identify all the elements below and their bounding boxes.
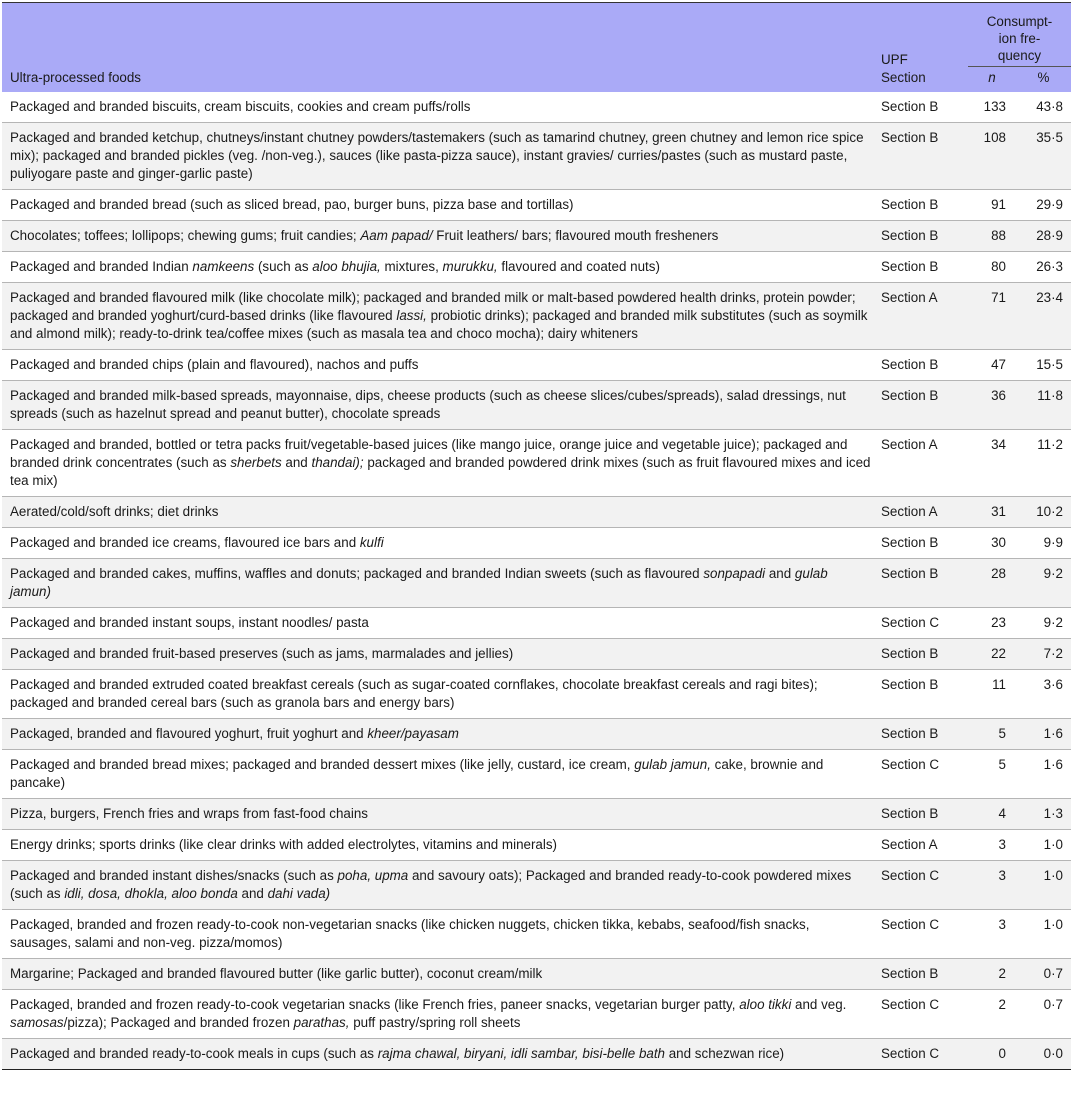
food-text-italic: gulab jamun) bbox=[10, 566, 828, 599]
food-text-italic: namkeens bbox=[192, 259, 255, 274]
food-text: Packaged, branded and frozen ready-to-cook vegetarian snacks (like French fries, paneer snacks, vegetarian burger patty, bbox=[10, 997, 740, 1012]
food-cell bbox=[2, 639, 881, 670]
header-pct: % bbox=[1016, 67, 1071, 93]
food-cell bbox=[2, 528, 881, 559]
n-cell: 133 bbox=[968, 92, 1016, 123]
header-freq-line2: ion fre- bbox=[998, 31, 1041, 46]
food-cell bbox=[2, 670, 881, 719]
section-cell: Section B bbox=[881, 190, 968, 221]
food-cell bbox=[2, 221, 881, 252]
table-row bbox=[2, 123, 1071, 190]
table-row bbox=[2, 283, 1071, 350]
section-cell: Section B bbox=[881, 92, 968, 123]
food-cell bbox=[2, 350, 881, 381]
food-cell bbox=[2, 252, 881, 283]
food-text-italic: rajma chawal, biryani, idli sambar, bisi-belle bath bbox=[377, 1046, 666, 1061]
food-text: probiotic drinks); packaged and branded milk substitutes (such as soymilk and almond milk); ready-to-drink tea/coffee mixes (such as masala tea and choco mocha); dairy whiteners bbox=[10, 308, 868, 341]
pct-cell: 7·2 bbox=[1016, 639, 1071, 670]
n-cell: 80 bbox=[968, 252, 1016, 283]
food-text: Energy drinks; sports drinks (like clear drinks with added electrolytes, vitamins and minerals) bbox=[10, 837, 557, 852]
food-text: Aerated/cold/soft drinks; diet drinks bbox=[10, 504, 219, 519]
pct-cell: 23·4 bbox=[1016, 283, 1071, 350]
section-cell: Section B bbox=[881, 670, 968, 719]
pct-cell: 43·8 bbox=[1016, 92, 1071, 123]
food-text: Packaged, branded and flavoured yoghurt, fruit yoghurt and bbox=[10, 726, 368, 741]
section-cell: Section A bbox=[881, 497, 968, 528]
section-cell: Section B bbox=[881, 528, 968, 559]
food-text-italic: kheer/payasam bbox=[367, 726, 459, 741]
food-cell bbox=[2, 608, 881, 639]
header-freq-line1: Consumpt- bbox=[986, 14, 1053, 29]
table-row bbox=[2, 381, 1071, 430]
section-cell: Section C bbox=[881, 750, 968, 799]
section-cell: Section B bbox=[881, 350, 968, 381]
upf-table bbox=[2, 2, 1071, 1070]
food-cell bbox=[2, 959, 881, 990]
food-text: Chocolates; toffees; lollipops; chewing gums; fruit candies; bbox=[10, 228, 361, 243]
table-row bbox=[2, 1039, 1071, 1070]
table-row bbox=[2, 528, 1071, 559]
pct-cell: 1·3 bbox=[1016, 799, 1071, 830]
pct-cell: 35·5 bbox=[1016, 123, 1071, 190]
food-cell bbox=[2, 430, 881, 497]
n-cell: 3 bbox=[968, 830, 1016, 861]
pct-cell: 26·3 bbox=[1016, 252, 1071, 283]
food-text: cake, brownie and pancake) bbox=[10, 757, 824, 790]
food-cell bbox=[2, 190, 881, 221]
food-text-italic: samosas bbox=[10, 1015, 64, 1030]
food-text: Packaged and branded bread mixes; packaged and branded dessert mixes (like jelly, custard, ice cream, bbox=[10, 757, 635, 772]
pct-cell: 1·0 bbox=[1016, 830, 1071, 861]
table-row bbox=[2, 608, 1071, 639]
food-text: Packaged and branded, bottled or tetra packs fruit/vegetable-based juices (like mango juice, orange juice and vegetable juice); packaged and branded drink concentrates (such as bbox=[10, 437, 848, 470]
table-row bbox=[2, 639, 1071, 670]
section-cell: Section C bbox=[881, 910, 968, 959]
table-row bbox=[2, 719, 1071, 750]
section-cell: Section B bbox=[881, 719, 968, 750]
food-text-italic: Aam papad/ bbox=[360, 228, 433, 243]
food-text: Packaged and branded ready-to-cook meals in cups (such as bbox=[10, 1046, 378, 1061]
food-text: Packaged and branded biscuits, cream biscuits, cookies and cream puffs/rolls bbox=[10, 99, 471, 114]
section-cell: Section C bbox=[881, 861, 968, 910]
header-section-line1: UPF bbox=[881, 52, 908, 67]
n-cell: 3 bbox=[968, 910, 1016, 959]
food-text: Pizza, burgers, French fries and wraps from fast-food chains bbox=[10, 806, 368, 821]
section-cell: Section A bbox=[881, 430, 968, 497]
food-text: Packaged and branded bread (such as sliced bread, pao, burger buns, pizza base and tortillas) bbox=[10, 197, 574, 212]
food-cell bbox=[2, 381, 881, 430]
food-text: Packaged and branded instant dishes/snacks (such as bbox=[10, 868, 338, 883]
n-cell: 88 bbox=[968, 221, 1016, 252]
table-row bbox=[2, 190, 1071, 221]
table-row bbox=[2, 221, 1071, 252]
food-text: puff pastry/spring roll sheets bbox=[349, 1015, 521, 1030]
pct-cell: 29·9 bbox=[1016, 190, 1071, 221]
food-text: Packaged and branded Indian bbox=[10, 259, 193, 274]
table-row bbox=[2, 990, 1071, 1039]
food-text-italic: gulab jamun, bbox=[634, 757, 711, 772]
food-text-italic: aloo bhujia, bbox=[312, 259, 381, 274]
food-cell bbox=[2, 910, 881, 959]
n-cell: 5 bbox=[968, 750, 1016, 799]
pct-cell: 1·6 bbox=[1016, 719, 1071, 750]
food-text: and bbox=[281, 455, 312, 470]
pct-cell: 0·7 bbox=[1016, 990, 1071, 1039]
pct-cell: 11·8 bbox=[1016, 381, 1071, 430]
header-section-line2: Section bbox=[881, 70, 926, 85]
pct-cell: 0·0 bbox=[1016, 1039, 1071, 1070]
food-text: and bbox=[237, 886, 268, 901]
pct-cell: 15·5 bbox=[1016, 350, 1071, 381]
section-cell: Section C bbox=[881, 1039, 968, 1070]
food-cell bbox=[2, 123, 881, 190]
header-section bbox=[881, 3, 968, 93]
header-n: n bbox=[968, 67, 1016, 93]
food-text-italic: murukku, bbox=[442, 259, 498, 274]
food-cell bbox=[2, 990, 881, 1039]
food-text: Packaged and branded milk-based spreads, mayonnaise, dips, cheese products (such as cheese slices/cubes/spreads), salad dressings, nut spreads (such as hazelnut spread and peanut butter), chocolate spreads bbox=[10, 388, 846, 421]
table-row bbox=[2, 350, 1071, 381]
n-cell: 47 bbox=[968, 350, 1016, 381]
n-cell: 30 bbox=[968, 528, 1016, 559]
food-text: /pizza); Packaged and branded frozen bbox=[63, 1015, 294, 1030]
food-text: and bbox=[765, 566, 795, 581]
table-row bbox=[2, 252, 1071, 283]
table-row bbox=[2, 830, 1071, 861]
food-text: Fruit leathers/ bars; flavoured mouth fresheners bbox=[432, 228, 719, 243]
n-cell: 5 bbox=[968, 719, 1016, 750]
n-cell: 36 bbox=[968, 381, 1016, 430]
food-text: Packaged and branded ice creams, flavoured ice bars and bbox=[10, 535, 360, 550]
food-text: Packaged, branded and frozen ready-to-cook non-vegetarian snacks (like chicken nuggets, chicken tikka, kebabs, seafood/fish snacks, sausages, salami and non-veg. pizza/momos) bbox=[10, 917, 810, 950]
pct-cell: 10·2 bbox=[1016, 497, 1071, 528]
food-text-italic: parathas, bbox=[293, 1015, 350, 1030]
table-row bbox=[2, 92, 1071, 123]
food-text: Packaged and branded fruit-based preserves (such as jams, marmalades and jellies) bbox=[10, 646, 514, 661]
pct-cell: 11·2 bbox=[1016, 430, 1071, 497]
n-cell: 22 bbox=[968, 639, 1016, 670]
food-text-italic: aloo tikki bbox=[739, 997, 792, 1012]
food-text-italic: poha, upma bbox=[337, 868, 409, 883]
food-cell bbox=[2, 92, 881, 123]
food-text: Packaged and branded extruded coated breakfast cereals (such as sugar-coated cornflakes, chocolate breakfast cereals and ragi bites); packaged and branded cereal bars (such as granola bars and energy bars) bbox=[10, 677, 818, 710]
food-cell bbox=[2, 750, 881, 799]
food-text: flavoured and coated nuts) bbox=[497, 259, 660, 274]
food-text-italic: lassi, bbox=[396, 308, 427, 323]
n-cell: 31 bbox=[968, 497, 1016, 528]
header-food: Ultra-processed foods bbox=[2, 3, 881, 93]
table-row bbox=[2, 750, 1071, 799]
pct-cell: 1·0 bbox=[1016, 910, 1071, 959]
food-text: mixtures, bbox=[380, 259, 443, 274]
section-cell: Section B bbox=[881, 559, 968, 608]
section-cell: Section B bbox=[881, 123, 968, 190]
n-cell: 34 bbox=[968, 430, 1016, 497]
n-cell: 23 bbox=[968, 608, 1016, 639]
n-cell: 2 bbox=[968, 959, 1016, 990]
pct-cell: 28·9 bbox=[1016, 221, 1071, 252]
food-cell bbox=[2, 497, 881, 528]
food-cell bbox=[2, 719, 881, 750]
food-text: Packaged and branded instant soups, instant noodles/ pasta bbox=[10, 615, 369, 630]
food-text: Packaged and branded chips (plain and flavoured), nachos and puffs bbox=[10, 357, 419, 372]
pct-cell: 1·6 bbox=[1016, 750, 1071, 799]
food-text: and veg. bbox=[791, 997, 847, 1012]
n-cell: 11 bbox=[968, 670, 1016, 719]
table-row bbox=[2, 430, 1071, 497]
n-cell: 71 bbox=[968, 283, 1016, 350]
pct-cell: 3·6 bbox=[1016, 670, 1071, 719]
food-text-italic: sherbets bbox=[230, 455, 282, 470]
food-text: Packaged and branded cakes, muffins, waffles and donuts; packaged and branded Indian sweets (such as flavoured bbox=[10, 566, 704, 581]
header-frequency bbox=[968, 3, 1071, 67]
food-text: and savoury oats); Packaged and branded ready-to-cook powdered mixes (such as bbox=[10, 868, 852, 901]
food-text-italic: sonpapadi bbox=[703, 566, 766, 581]
food-text: Packaged and branded flavoured milk (like chocolate milk); packaged and branded milk or malt-based powdered health drinks, protein powder; packaged and branded yoghurt/curd-based drinks (like flavoured bbox=[10, 290, 856, 323]
n-cell: 4 bbox=[968, 799, 1016, 830]
food-text-italic: idli, dosa, dhokla, aloo bonda bbox=[64, 886, 238, 901]
pct-cell: 9·2 bbox=[1016, 559, 1071, 608]
section-cell: Section A bbox=[881, 283, 968, 350]
food-text-italic: kulfi bbox=[359, 535, 384, 550]
food-cell bbox=[2, 283, 881, 350]
section-cell: Section B bbox=[881, 381, 968, 430]
pct-cell: 1·0 bbox=[1016, 861, 1071, 910]
food-cell bbox=[2, 861, 881, 910]
pct-cell: 9·9 bbox=[1016, 528, 1071, 559]
section-cell: Section B bbox=[881, 959, 968, 990]
section-cell: Section B bbox=[881, 639, 968, 670]
section-cell: Section C bbox=[881, 990, 968, 1039]
table-row bbox=[2, 497, 1071, 528]
food-text: and schezwan rice) bbox=[665, 1046, 785, 1061]
table-row bbox=[2, 959, 1071, 990]
section-cell: Section B bbox=[881, 252, 968, 283]
table-row bbox=[2, 861, 1071, 910]
food-cell bbox=[2, 1039, 881, 1070]
n-cell: 3 bbox=[968, 861, 1016, 910]
food-text-italic: thandai); bbox=[311, 455, 364, 470]
section-cell: Section B bbox=[881, 799, 968, 830]
food-text: packaged and branded powdered drink mixes (such as fruit flavoured mixes and iced tea mix) bbox=[10, 455, 871, 488]
section-cell: Section C bbox=[881, 608, 968, 639]
n-cell: 2 bbox=[968, 990, 1016, 1039]
food-cell bbox=[2, 830, 881, 861]
header-freq-line3: quency bbox=[997, 48, 1042, 63]
n-cell: 91 bbox=[968, 190, 1016, 221]
table-row bbox=[2, 910, 1071, 959]
table-row bbox=[2, 799, 1071, 830]
table-row bbox=[2, 670, 1071, 719]
n-cell: 28 bbox=[968, 559, 1016, 608]
food-text: (such as bbox=[254, 259, 313, 274]
food-text-italic: dahi vada) bbox=[267, 886, 331, 901]
food-cell bbox=[2, 559, 881, 608]
food-text: Margarine; Packaged and branded flavoured butter (like garlic butter), coconut cream/milk bbox=[10, 966, 543, 981]
pct-cell: 9·2 bbox=[1016, 608, 1071, 639]
section-cell: Section B bbox=[881, 221, 968, 252]
table-row bbox=[2, 559, 1071, 608]
pct-cell: 0·7 bbox=[1016, 959, 1071, 990]
food-cell bbox=[2, 799, 881, 830]
section-cell: Section A bbox=[881, 830, 968, 861]
table-body bbox=[2, 92, 1071, 1070]
food-text: Packaged and branded ketchup, chutneys/instant chutney powders/tastemakers (such as tamarind chutney, green chutney and lemon rice spice mix); packaged and branded pickles (veg. /non-veg.), sauces (like pasta-pizza sauce), instant gravies/ curries/pastes (such as mustard paste, puliyogare paste and ginger-garlic paste) bbox=[10, 130, 864, 181]
n-cell: 0 bbox=[968, 1039, 1016, 1070]
n-cell: 108 bbox=[968, 123, 1016, 190]
